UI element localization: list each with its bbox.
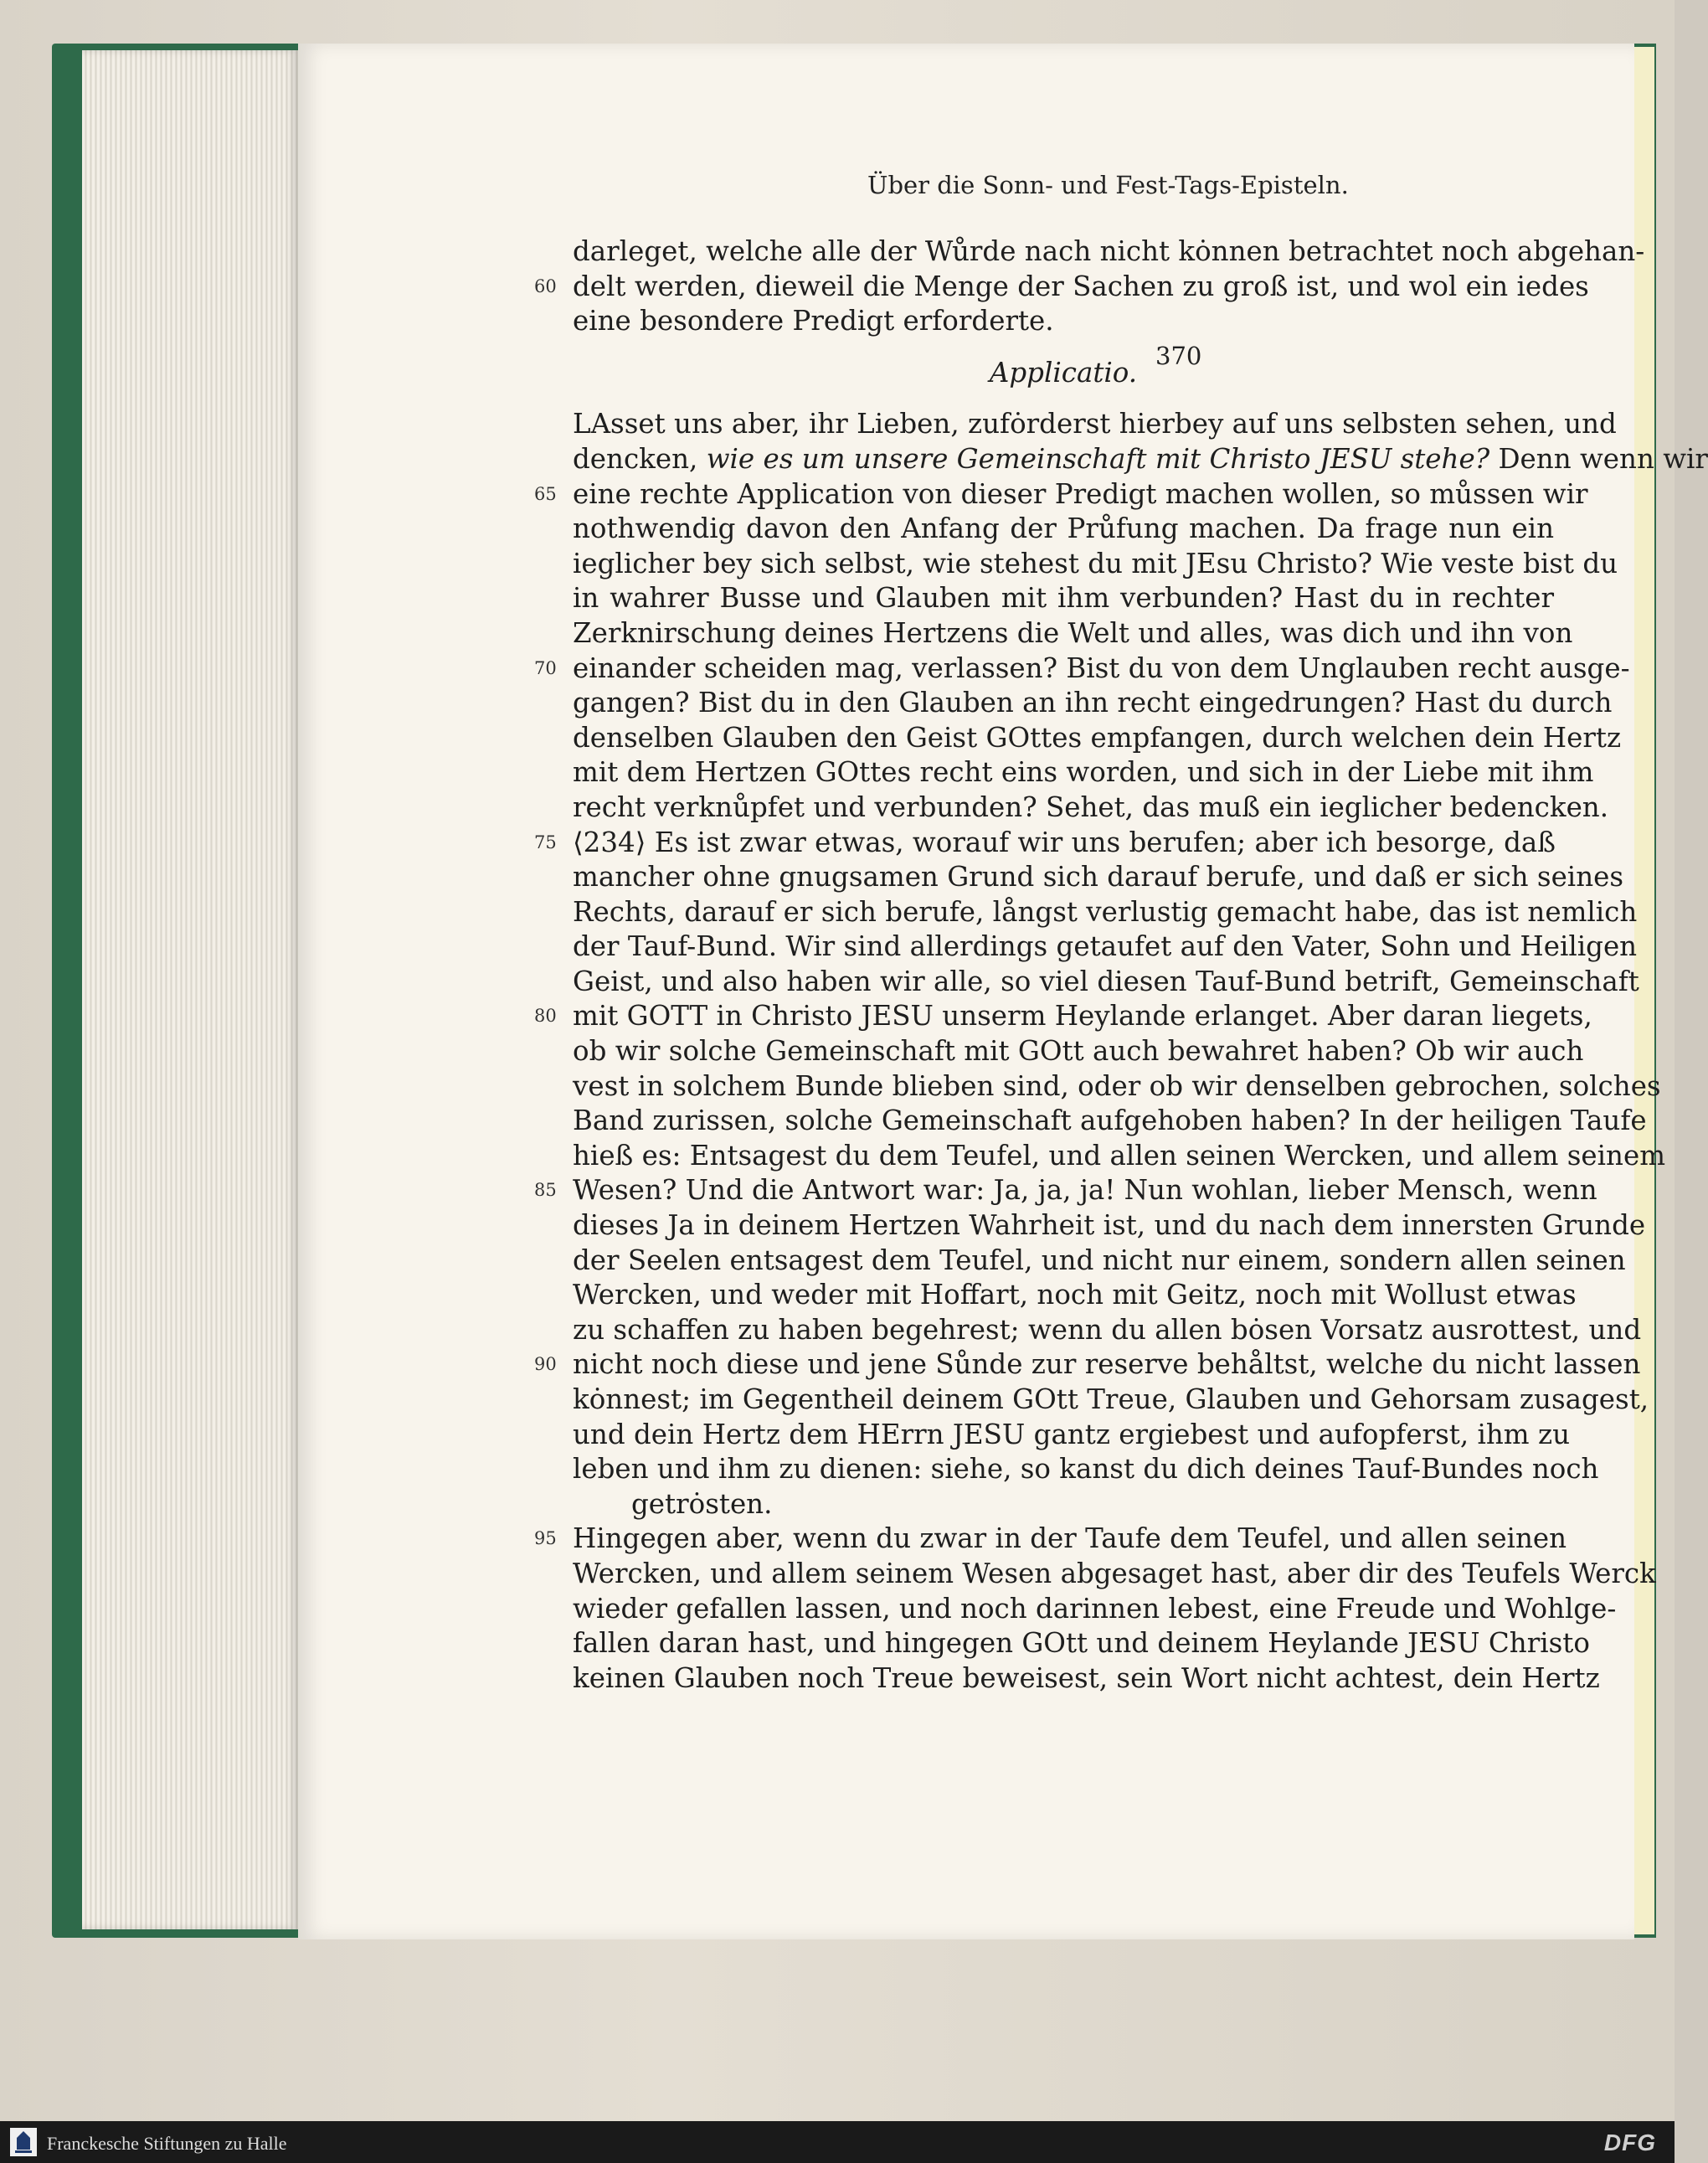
text-line: ieglicher bey sich selbst, wie stehest du mit JEsu Christo? Wie veste bist du xyxy=(573,547,1618,579)
text-line: in wahrer Busse und Glauben mit ihm verbunden? Hast du in rechter xyxy=(573,582,1554,615)
line-number: 60 xyxy=(534,276,557,296)
text-line: gangen? Bist du in den Glauben an ihn recht eingedrungen? Hast du durch xyxy=(573,687,1613,719)
line-number: 65 xyxy=(534,483,557,504)
line-number: 90 xyxy=(534,1354,557,1375)
text-line: und dein Hertz dem HErrn JESU gantz ergiebest und aufopferst, ihm zu xyxy=(573,1418,1571,1450)
text-line: der Tauf-Bund. Wir sind allerdings getaufet auf den Vater, Sohn und Heiligen xyxy=(573,930,1638,963)
text-line: leben und ihm zu dienen: siehe, so kanst du dich deines Tauf-Bundes noch xyxy=(573,1453,1599,1486)
book-page-edges xyxy=(82,50,298,1929)
line-number: 70 xyxy=(534,657,557,678)
text-line: keinen Glauben noch Treue beweisest, sein Wort nicht achtest, dein Hertz xyxy=(573,1661,1600,1694)
spacer xyxy=(573,339,1554,356)
viewer-footer xyxy=(0,2121,1675,2163)
text-line: eine besondere Predigt erforderte. xyxy=(573,305,1054,337)
text-line: dieses Ja in deinem Hertzen Wahrheit ist, und du nach dem innersten Grunde xyxy=(573,1209,1646,1242)
text-line: 80 mit GOTT in Christo JESU unserm Heylande erlanget. Aber daran liegets, xyxy=(573,999,1554,1034)
text-line: 85 Wesen? Und die Antwort war: Ja, ja, ja! Nun wohlan, lieber Mensch, wenn xyxy=(573,1173,1554,1208)
text-line: 75 ⟨234⟩ Es ist zwar etwas, worauf wir uns berufen; aber ich besorge, daß xyxy=(573,826,1554,861)
text-line: Wercken, und weder mit Hoffart, noch mit Geitz, noch mit Wollust etwas xyxy=(573,1279,1577,1311)
text-line: 90 nicht noch diese und jene Sůnde zur reserve behåltst, welche du nicht lassen xyxy=(573,1347,1554,1383)
line-number: 80 xyxy=(534,1006,557,1027)
text-line: 60 delt werden, dieweil die Menge der Sachen zu groß ist, und wol ein iedes xyxy=(573,270,1554,305)
text-line: wieder gefallen lassen, und noch darinnen lebest, eine Freude und Wohlge- xyxy=(573,1592,1617,1625)
body-text xyxy=(534,234,1708,1696)
italic-phrase: wie es um unsere Gemeinschaft mit Christo JESU stehe? xyxy=(706,442,1490,475)
text-line: getrȯsten. xyxy=(631,1487,773,1520)
text-line: Wercken, und allem seinem Wesen abgesaget hast, aber dir des Teufels Werck xyxy=(573,1557,1656,1589)
line-number: 95 xyxy=(534,1528,557,1549)
text-line: hieß es: Entsagest du dem Teufel, und allen seinen Wercken, und allem seinem xyxy=(573,1139,1666,1172)
text-line: fallen daran hast, und hingegen GOtt und deinem Heylande JESU Christo xyxy=(573,1627,1590,1660)
line-number: 85 xyxy=(534,1180,557,1201)
text-line: Geist, und also haben wir alle, so viel diesen Tauf-Bund betrift, Gemeinschaft xyxy=(573,965,1639,997)
text-line: 65 eine rechte Application von dieser Predigt machen wollen, so můssen wir xyxy=(573,477,1554,512)
institution-logo-icon xyxy=(10,2128,37,2156)
text-line: Zerknirschung deines Hertzens die Welt und alles, was dich und ihn von xyxy=(573,616,1573,649)
text-line: kȯnnest; im Gegentheil deinem GOtt Treue, Glauben und Gehorsam zusagest, xyxy=(573,1383,1649,1415)
text-line: 70 einander scheiden mag, verlassen? Bist du von dem Unglauben recht ausge- xyxy=(573,651,1554,687)
text-line: LAsset uns aber, ihr Lieben, zufȯrderst hierbey auf uns selbsten sehen, und xyxy=(573,408,1617,440)
section-heading: Applicatio. xyxy=(989,356,1138,389)
text-line: vest in solchem Bunde blieben sind, oder ob wir denselben gebrochen, solches xyxy=(573,1069,1661,1102)
text-line: recht verknůpfet und verbunden? Sehet, das muß ein ieglicher bedencken. xyxy=(573,791,1609,823)
spacer xyxy=(573,390,1554,407)
text-line: ob wir solche Gemeinschaft mit GOtt auch bewahret haben? Ob wir auch xyxy=(573,1035,1584,1068)
text-line: nothwendig davon den Anfang der Průfung machen. Da frage nun ein xyxy=(573,512,1554,545)
institution-name: Franckesche Stiftungen zu Halle xyxy=(47,2133,287,2154)
text-line: dencken, wie es um unsere Gemeinschaft mit Christo JESU stehe? Denn wenn wir xyxy=(573,442,1708,475)
running-title: Über die Sonn- und Fest-Tags-Episteln. xyxy=(867,171,1349,199)
text-line: 95 Hingegen aber, wenn du zwar in der Taufe dem Teufel, und allen seinen xyxy=(573,1522,1554,1557)
text-line: darleget, welche alle der Wůrde nach nicht kȯnnen betrachtet noch abgehan- xyxy=(573,235,1645,267)
text-line: mancher ohne gnugsamen Grund sich darauf berufe, und daß er sich seines xyxy=(573,861,1624,894)
text-line: denselben Glauben den Geist GOttes empfangen, durch welchen dein Hertz xyxy=(573,721,1622,754)
text-line: Band zurissen, solche Gemeinschaft aufgehoben haben? In der heiligen Taufe xyxy=(573,1105,1647,1137)
text-line: der Seelen entsagest dem Teufel, und nicht nur einem, sondern allen seinen xyxy=(573,1244,1626,1276)
sponsor-logo: DFG xyxy=(1603,2130,1656,2155)
line-number: 75 xyxy=(534,832,557,852)
text-line: mit dem Hertzen GOttes recht eins worden, und sich in der Liebe mit ihm xyxy=(573,756,1594,789)
text-line: zu schaffen zu haben begehrest; wenn du allen bȯsen Vorsatz ausrottest, und xyxy=(573,1313,1642,1346)
page-number: 370 xyxy=(1155,342,1202,370)
text-line: Rechts, darauf er sich berufe, långst verlustig gemacht habe, das ist nemlich xyxy=(573,895,1638,928)
